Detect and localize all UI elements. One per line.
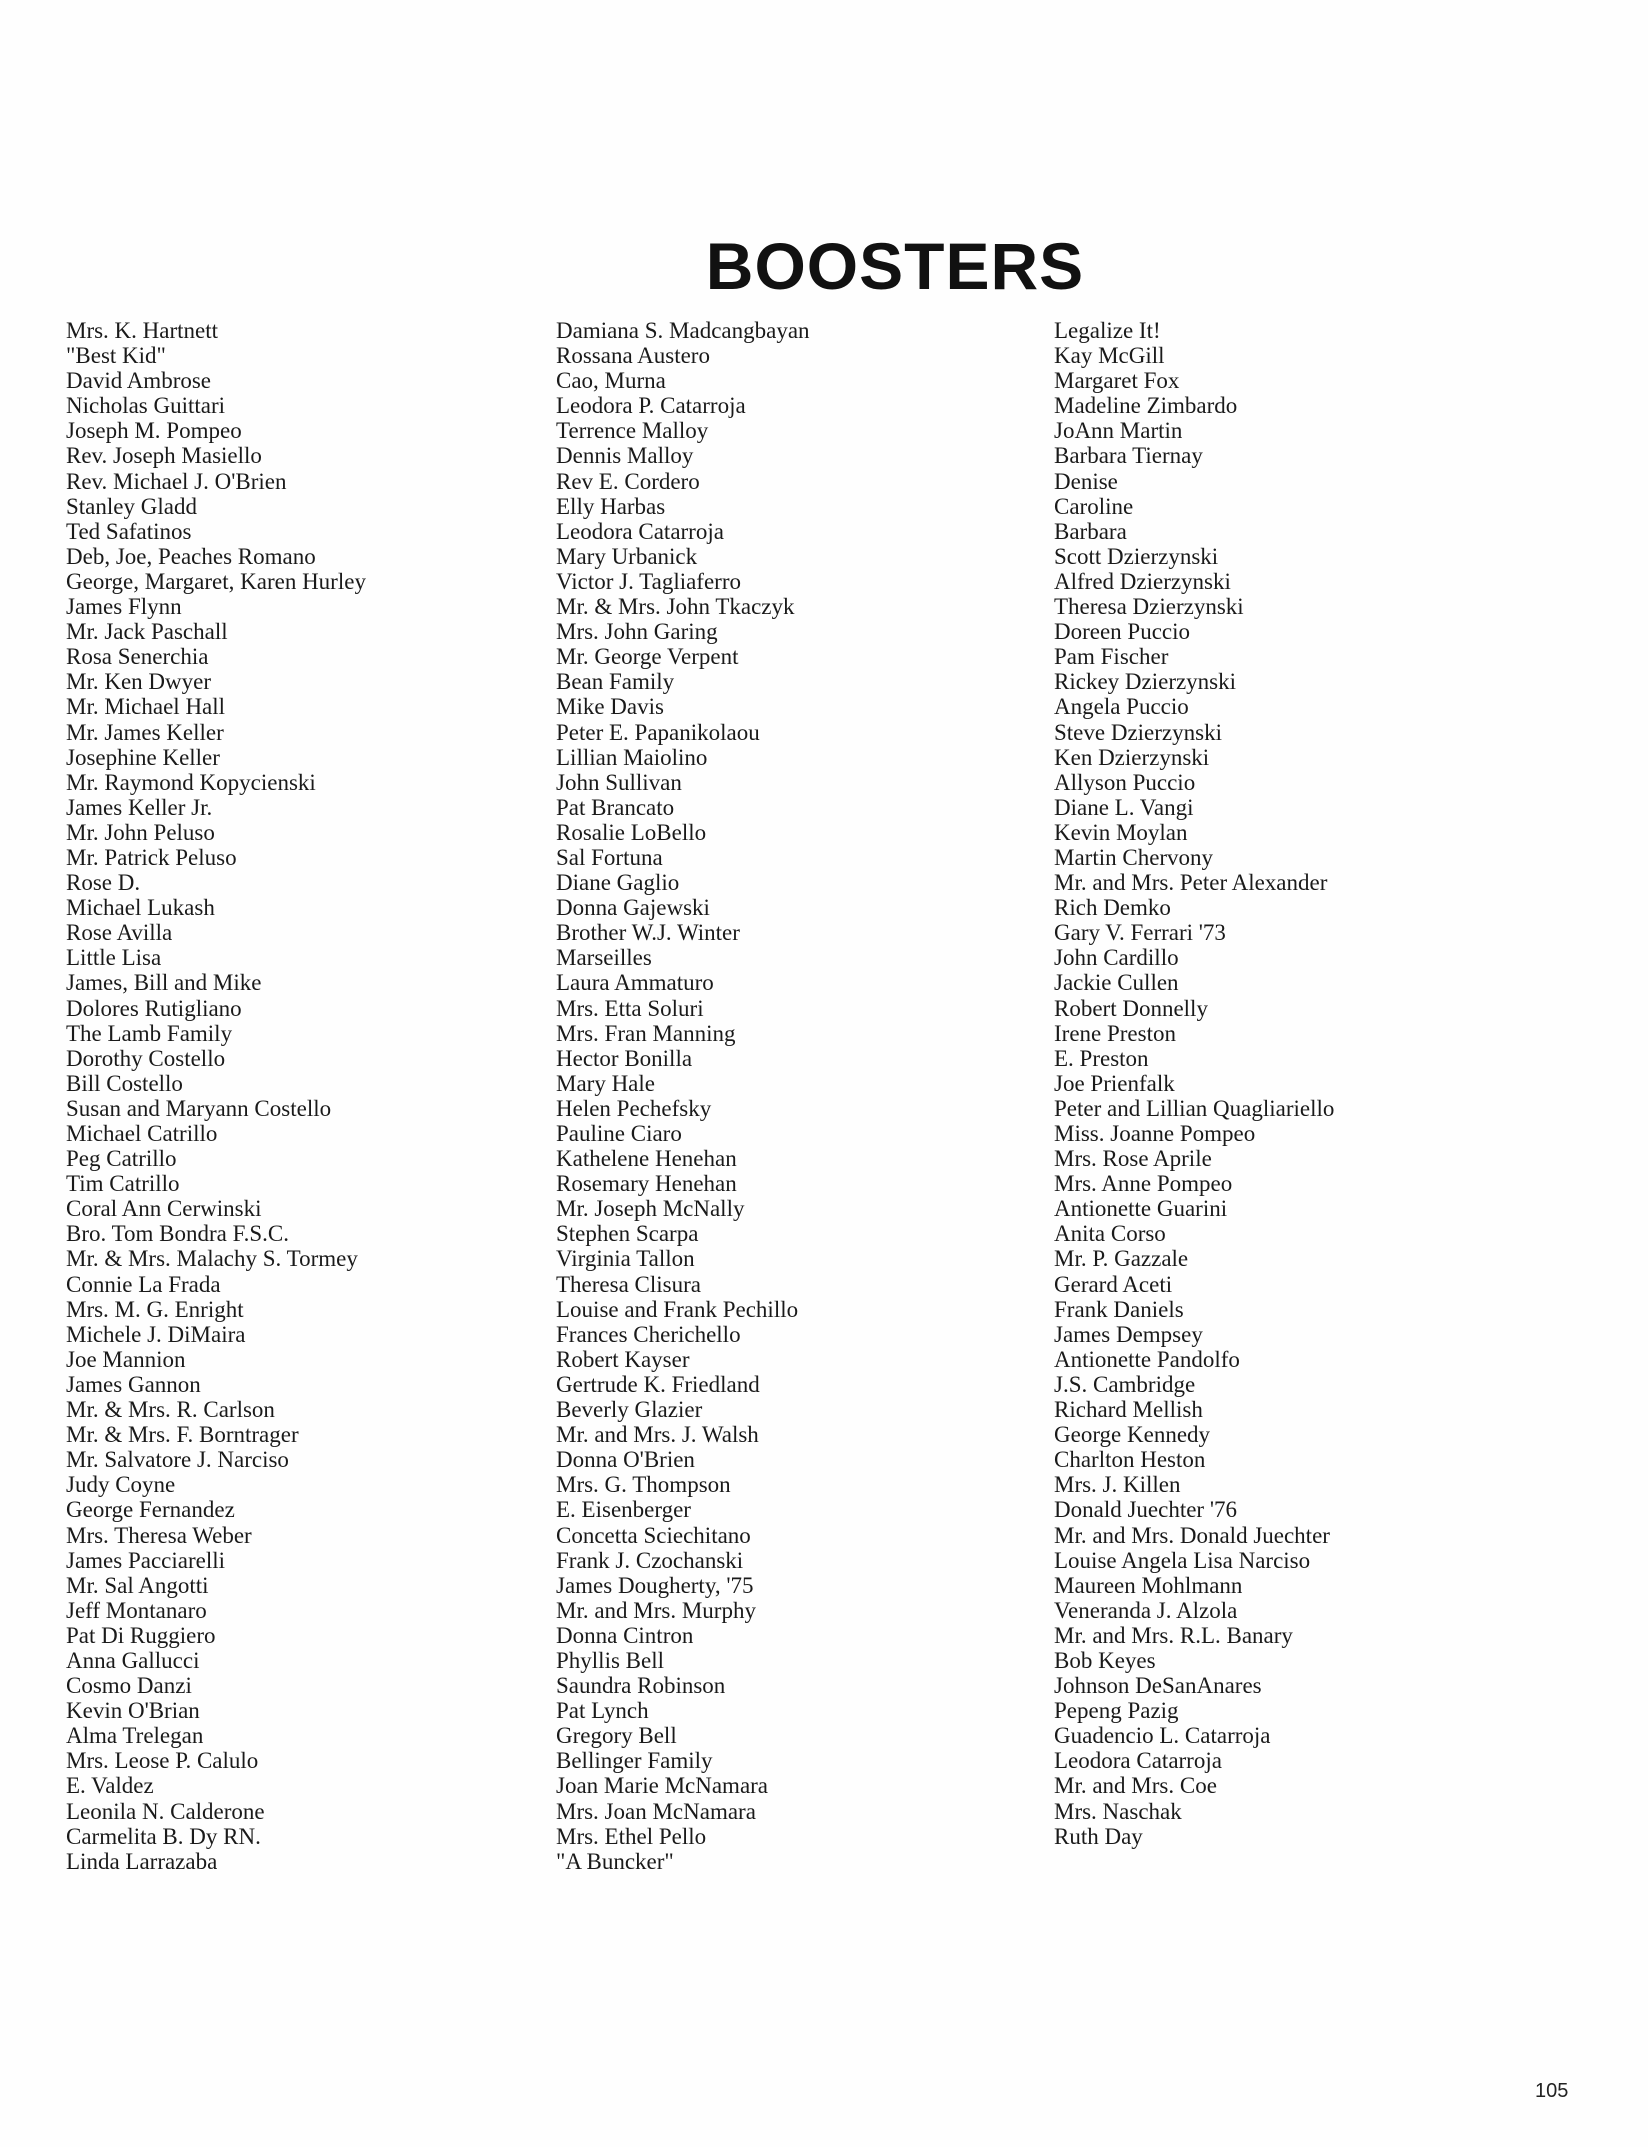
booster-name: Scott Dzierzynski	[1054, 543, 1219, 569]
booster-name: Margaret Fox	[1054, 368, 1180, 394]
booster-name: Michele J. DiMaira	[66, 1321, 246, 1347]
booster-name: Robert Kayser	[556, 1346, 690, 1372]
booster-name: Mr. & Mrs. F. Borntrager	[66, 1422, 299, 1448]
booster-name: Pauline Ciaro	[556, 1121, 682, 1146]
booster-name: Allyson Puccio	[1054, 769, 1196, 795]
booster-name: Rev. Joseph Masiello	[66, 443, 262, 469]
booster-name: Concetta Sciechitano	[556, 1522, 751, 1548]
booster-name: Mrs. M. G. Enright	[66, 1296, 244, 1322]
booster-name: Deb, Joe, Peaches Romano	[66, 543, 316, 569]
booster-name: Pat Lynch	[556, 1698, 649, 1724]
booster-name: Brother W.J. Winter	[556, 920, 740, 946]
booster-name: Damiana S. Madcangbayan	[556, 318, 810, 343]
booster-name: Mrs. Theresa Weber	[66, 1522, 252, 1548]
booster-name: Louise and Frank Pechillo	[556, 1296, 799, 1322]
booster-name: Caroline	[1054, 493, 1134, 519]
booster-name: Donna O'Brien	[556, 1447, 695, 1473]
booster-name: Tim Catrillo	[66, 1171, 180, 1197]
booster-name: Dorothy Costello	[66, 1045, 226, 1071]
booster-name: Bro. Tom Bondra F.S.C.	[66, 1221, 289, 1247]
booster-name: Mr. Salvatore J. Narciso	[66, 1447, 289, 1473]
booster-name: Donald Juechter '76	[1054, 1497, 1237, 1523]
booster-name: Gregory Bell	[556, 1723, 677, 1749]
booster-name: Theresa Dzierzynski	[1054, 594, 1244, 620]
booster-name: Johnson DeSanAnares	[1054, 1673, 1262, 1699]
booster-name: Mrs. Ethel Pello	[556, 1823, 707, 1849]
booster-name: Judy Coyne	[66, 1472, 176, 1498]
booster-name: Mr. Jack Paschall	[66, 619, 228, 645]
booster-name: Laura Ammaturo	[556, 970, 714, 996]
booster-name: Michael Catrillo	[66, 1121, 218, 1146]
booster-name: Bob Keyes	[1054, 1647, 1156, 1673]
booster-name: Mr. George Verpent	[556, 644, 739, 670]
booster-name: Stephen Scarpa	[556, 1221, 699, 1247]
booster-name: Madeline Zimbardo	[1054, 393, 1238, 419]
booster-name: Charlton Heston	[1054, 1447, 1206, 1473]
booster-name: George Fernandez	[66, 1497, 235, 1523]
booster-name: Guadencio L. Catarroja	[1054, 1723, 1271, 1749]
booster-name: The Lamb Family	[66, 1020, 233, 1046]
booster-name: Rose Avilla	[66, 920, 173, 946]
booster-name: Peter and Lillian Quagliariello	[1054, 1095, 1335, 1121]
booster-name: Mr. and Mrs. Peter Alexander	[1054, 870, 1328, 896]
booster-name: Denise	[1054, 468, 1118, 494]
booster-name: George, Margaret, Karen Hurley	[66, 568, 366, 594]
booster-name: Linda Larrazaba	[66, 1848, 218, 1874]
booster-column-3	[1054, 318, 1334, 1849]
booster-name: Michael Lukash	[66, 895, 215, 921]
booster-name: E. Preston	[1054, 1045, 1149, 1071]
booster-name: Pat Di Ruggiero	[66, 1622, 216, 1648]
booster-name: Diane Gaglio	[556, 870, 680, 896]
booster-column-2	[556, 318, 810, 1874]
booster-name: Mrs. Rose Aprile	[1054, 1146, 1212, 1172]
booster-name: Rosalie LoBello	[556, 819, 707, 845]
booster-name: Martin Chervony	[1054, 844, 1214, 870]
booster-name: Mr. Michael Hall	[66, 694, 226, 720]
booster-name: Anna Gallucci	[66, 1647, 200, 1673]
booster-name: Frances Cherichello	[556, 1321, 741, 1347]
booster-name: Dennis Malloy	[556, 443, 694, 469]
booster-name: Lillian Maiolino	[556, 744, 708, 770]
booster-name: Nicholas Guittari	[66, 393, 226, 419]
booster-name: Joseph M. Pompeo	[66, 418, 242, 444]
booster-name: J.S. Cambridge	[1054, 1371, 1196, 1397]
booster-name: Kevin Moylan	[1054, 819, 1188, 845]
booster-name: Leodora P. Catarroja	[556, 393, 746, 419]
booster-name: JoAnn Martin	[1054, 418, 1183, 444]
booster-name: Sal Fortuna	[556, 844, 663, 870]
booster-name: Donna Cintron	[556, 1622, 694, 1648]
booster-name: George Kennedy	[1054, 1422, 1211, 1448]
booster-name: Leodora Catarroja	[556, 518, 724, 544]
booster-name: Anita Corso	[1054, 1221, 1166, 1247]
booster-name: Gerard Aceti	[1054, 1271, 1173, 1297]
booster-name: Cao, Murna	[556, 368, 666, 394]
booster-name: Doreen Puccio	[1054, 619, 1191, 645]
booster-name: Alma Trelegan	[66, 1723, 204, 1749]
booster-name: Rose D.	[66, 870, 141, 896]
booster-name: Rosa Senerchia	[66, 644, 209, 670]
booster-name: Mary Hale	[556, 1070, 655, 1096]
booster-name: John Sullivan	[556, 769, 682, 795]
booster-name: Irene Preston	[1054, 1020, 1176, 1046]
booster-name: Barbara Tiernay	[1054, 443, 1203, 469]
booster-name: Connie La Frada	[66, 1271, 221, 1297]
booster-name: Joe Mannion	[66, 1346, 186, 1372]
booster-name: Phyllis Bell	[556, 1647, 664, 1673]
booster-name: Dolores Rutigliano	[66, 995, 242, 1021]
booster-name: Terrence Malloy	[556, 418, 709, 444]
booster-name: Rich Demko	[1054, 895, 1171, 921]
booster-name: Pat Brancato	[556, 794, 675, 820]
booster-name: Gary V. Ferrari '73	[1054, 920, 1226, 946]
booster-name: Theresa Clisura	[556, 1271, 701, 1297]
booster-name: James Flynn	[66, 594, 182, 620]
booster-name: Bill Costello	[66, 1070, 183, 1096]
booster-name: James, Bill and Mike	[66, 970, 262, 996]
booster-name: Mr. Joseph McNally	[556, 1196, 745, 1222]
booster-name: Mrs. J. Killen	[1054, 1472, 1181, 1498]
booster-column-1	[66, 318, 366, 1874]
booster-name: Alfred Dzierzynski	[1054, 568, 1231, 594]
booster-name: Donna Gajewski	[556, 895, 710, 921]
booster-name: Richard Mellish	[1054, 1397, 1203, 1423]
booster-name: Robert Donnelly	[1054, 995, 1208, 1021]
booster-name: Steve Dzierzynski	[1054, 719, 1222, 745]
booster-name: "Best Kid"	[66, 343, 166, 369]
booster-name: Stanley Gladd	[66, 493, 197, 519]
booster-name: Miss. Joanne Pompeo	[1054, 1121, 1256, 1146]
booster-name: Mr. and Mrs. J. Walsh	[556, 1422, 759, 1448]
booster-name: Peter E. Papanikolaou	[556, 719, 760, 745]
booster-name: Coral Ann Cerwinski	[66, 1196, 262, 1222]
booster-name: Kay McGill	[1054, 343, 1165, 369]
page-title: BOOSTERS	[705, 229, 1085, 303]
booster-name: Mrs. Etta Soluri	[556, 995, 704, 1021]
booster-name: Little Lisa	[66, 945, 162, 971]
booster-name: Mr. and Mrs. R.L. Banary	[1054, 1622, 1293, 1648]
booster-name: Mr. & Mrs. Malachy S. Tormey	[66, 1246, 358, 1272]
booster-name: Mr. Ken Dwyer	[66, 669, 211, 695]
booster-name: Ruth Day	[1054, 1823, 1143, 1849]
booster-name: Leodora Catarroja	[1054, 1748, 1222, 1774]
booster-name: Mrs. Naschak	[1054, 1798, 1182, 1824]
booster-name: Bean Family	[556, 669, 675, 695]
booster-name: Elly Harbas	[556, 493, 666, 519]
booster-name: David Ambrose	[66, 368, 212, 394]
booster-name: Rosemary Henehan	[556, 1171, 737, 1197]
booster-name: Jeff Montanaro	[66, 1597, 207, 1623]
booster-name: Legalize It!	[1054, 318, 1161, 343]
booster-name: Rev. Michael J. O'Brien	[66, 468, 287, 494]
booster-name: E. Valdez	[66, 1773, 154, 1799]
booster-name: Ted Safatinos	[66, 518, 192, 544]
booster-name: Susan and Maryann Costello	[66, 1095, 332, 1121]
booster-name: Mrs. Anne Pompeo	[1054, 1171, 1233, 1197]
booster-name: Josephine Keller	[66, 744, 220, 770]
booster-name: Cosmo Danzi	[66, 1673, 192, 1699]
booster-name: Veneranda J. Alzola	[1054, 1597, 1238, 1623]
booster-name: Diane L. Vangi	[1054, 794, 1194, 820]
booster-name: James Dempsey	[1054, 1321, 1203, 1347]
booster-name: Leonila N. Calderone	[66, 1798, 265, 1824]
booster-name: Angela Puccio	[1054, 694, 1189, 720]
booster-name: Jackie Cullen	[1054, 970, 1179, 996]
booster-name: James Keller Jr.	[66, 794, 213, 820]
booster-name: Kevin O'Brian	[66, 1698, 200, 1724]
booster-name: Bellinger Family	[556, 1748, 713, 1774]
booster-name: Antionette Guarini	[1054, 1196, 1228, 1222]
booster-name: Peg Catrillo	[66, 1146, 177, 1172]
booster-name: Virginia Tallon	[556, 1246, 695, 1272]
booster-name: Pepeng Pazig	[1054, 1698, 1179, 1724]
booster-name: Mr. & Mrs. R. Carlson	[66, 1397, 275, 1423]
booster-name: Mrs. K. Hartnett	[66, 318, 219, 343]
booster-name: Pam Fischer	[1054, 644, 1169, 670]
booster-name: Rev E. Cordero	[556, 468, 700, 494]
booster-name: Barbara	[1054, 518, 1127, 544]
booster-name: Mr. Sal Angotti	[66, 1572, 209, 1598]
booster-name: Mr. & Mrs. John Tkaczyk	[556, 594, 795, 620]
booster-name: Rossana Austero	[556, 343, 710, 369]
booster-name: John Cardillo	[1054, 945, 1179, 971]
booster-name: Mary Urbanick	[556, 543, 698, 569]
booster-name: Gertrude K. Friedland	[556, 1371, 760, 1397]
booster-name: Louise Angela Lisa Narciso	[1054, 1547, 1311, 1573]
booster-name: Mr. P. Gazzale	[1054, 1246, 1189, 1272]
booster-name: Ken Dzierzynski	[1054, 744, 1210, 770]
booster-name: E. Eisenberger	[556, 1497, 691, 1523]
booster-name: Frank J. Czochanski	[556, 1547, 744, 1573]
booster-name: James Gannon	[66, 1371, 201, 1397]
booster-name: Victor J. Tagliaferro	[556, 568, 741, 594]
booster-name: Mrs. G. Thompson	[556, 1472, 731, 1498]
booster-name: Helen Pechefsky	[556, 1095, 712, 1121]
booster-name: Saundra Robinson	[556, 1673, 726, 1699]
booster-name: Mike Davis	[556, 694, 664, 720]
booster-name: Mrs. Leose P. Calulo	[66, 1748, 259, 1774]
booster-name: "A Buncker"	[556, 1848, 674, 1874]
booster-name: Joan Marie McNamara	[556, 1773, 769, 1799]
booster-name: Carmelita B. Dy RN.	[66, 1823, 261, 1849]
booster-name: Mr. John Peluso	[66, 819, 215, 845]
booster-name: Marseilles	[556, 945, 652, 971]
booster-name: Mrs. Fran Manning	[556, 1020, 736, 1046]
booster-name: James Dougherty, '75	[556, 1572, 754, 1598]
booster-name: Beverly Glazier	[556, 1397, 703, 1423]
booster-name: Mr. and Mrs. Murphy	[556, 1597, 756, 1623]
booster-name: Joe Prienfalk	[1054, 1070, 1175, 1096]
booster-name: Rickey Dzierzynski	[1054, 669, 1237, 695]
booster-name: Mr. Raymond Kopycienski	[66, 769, 316, 795]
booster-name: Antionette Pandolfo	[1054, 1346, 1240, 1372]
booster-name: Frank Daniels	[1054, 1296, 1184, 1322]
booster-name: Maureen Mohlmann	[1054, 1572, 1243, 1598]
booster-name: Mr. and Mrs. Donald Juechter	[1054, 1522, 1330, 1548]
booster-name: Mr. and Mrs. Coe	[1054, 1773, 1217, 1799]
booster-name: Mrs. Joan McNamara	[556, 1798, 756, 1824]
booster-name: Kathelene Henehan	[556, 1146, 737, 1172]
booster-name: James Pacciarelli	[66, 1547, 226, 1573]
booster-name: Mr. James Keller	[66, 719, 224, 745]
booster-name: Hector Bonilla	[556, 1045, 693, 1071]
page-number: 105	[1535, 2080, 1569, 2102]
booster-name: Mr. Patrick Peluso	[66, 844, 237, 870]
booster-name: Mrs. John Garing	[556, 619, 718, 645]
